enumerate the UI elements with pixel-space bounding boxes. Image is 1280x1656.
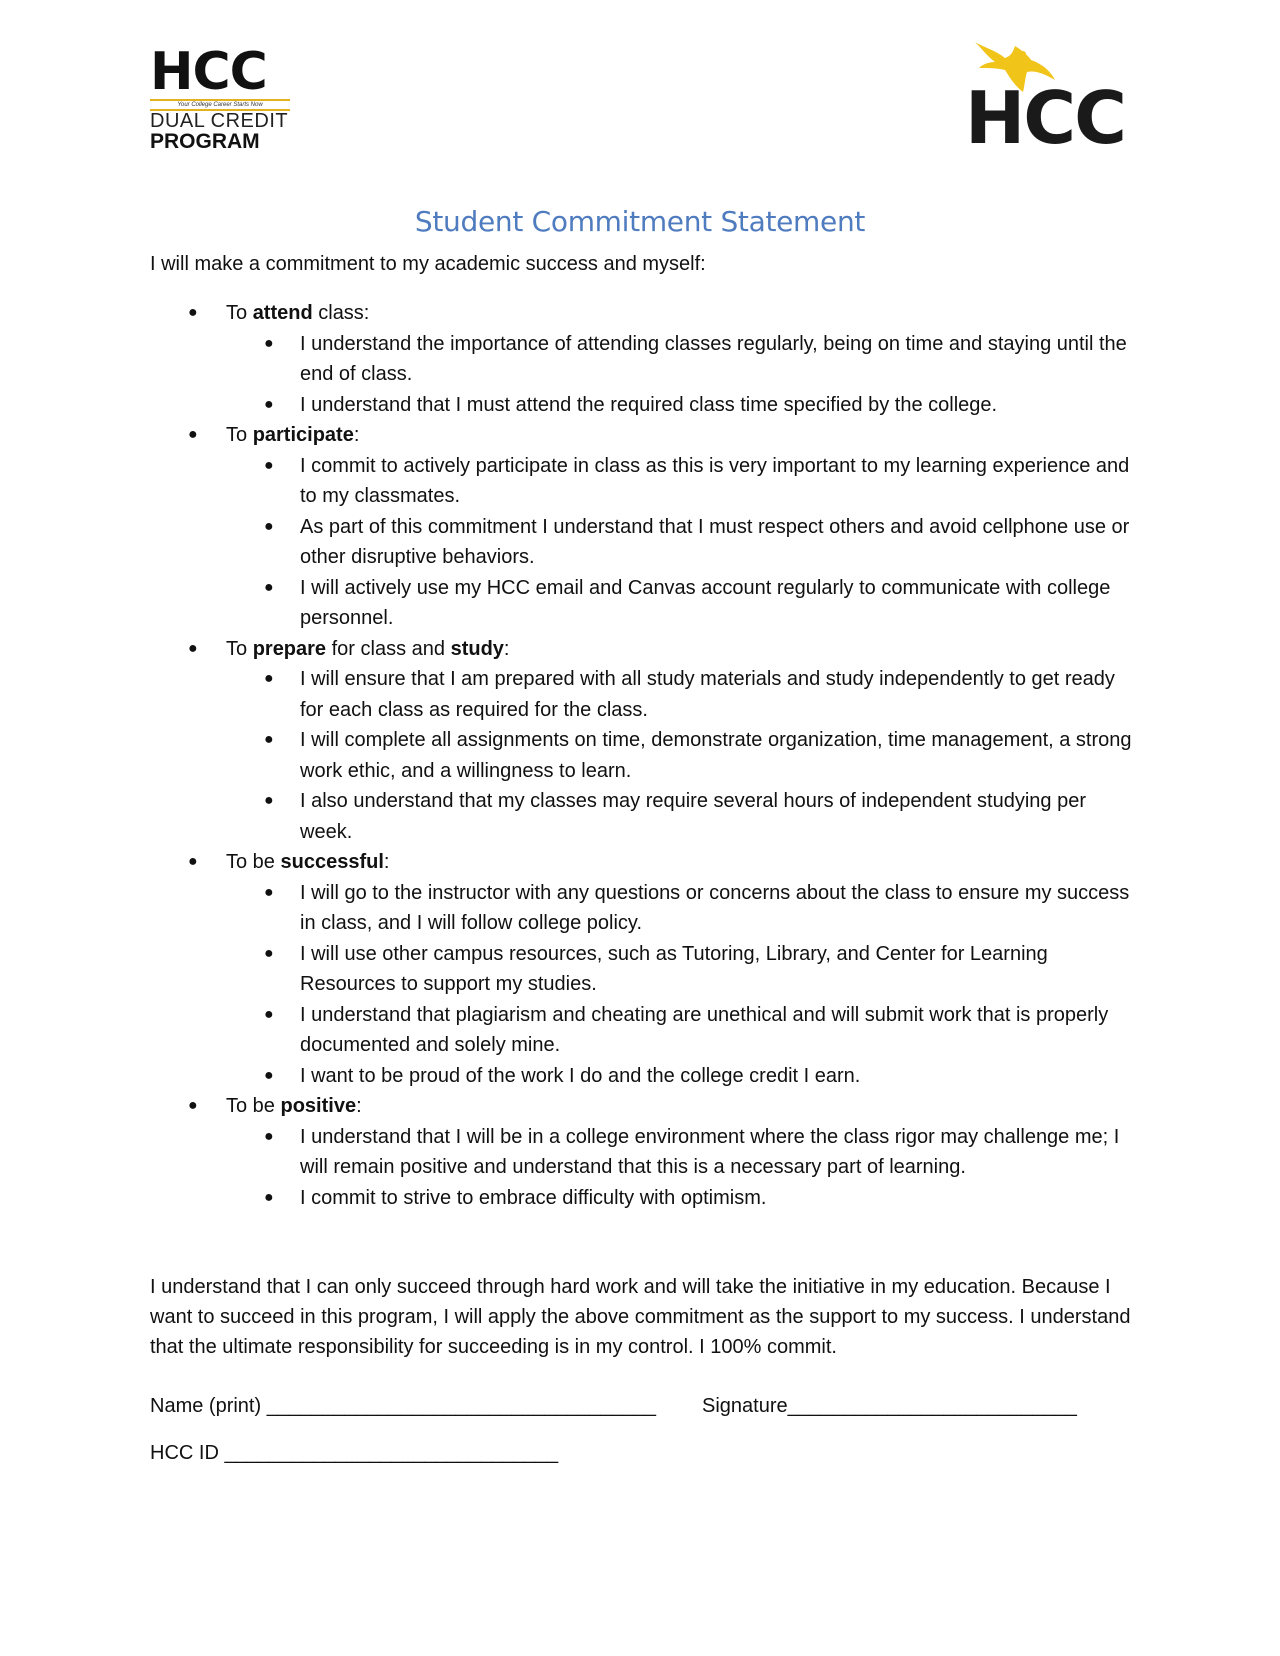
list-item bbox=[150, 329, 1140, 390]
dual-credit-logo bbox=[150, 42, 300, 153]
list-item bbox=[150, 451, 1140, 512]
section-heading-bold2: study bbox=[450, 637, 504, 660]
list-item bbox=[150, 573, 1140, 634]
bullet-icon: ● bbox=[264, 883, 274, 901]
list-item-text: I will go to the instructor with any questions or concerns about the class to ensure my success in class, and I will follow college policy. bbox=[300, 881, 1130, 934]
section-heading-bold: successful bbox=[280, 851, 384, 873]
page-title: Student Commitment Statement bbox=[414, 205, 866, 238]
section-attend bbox=[150, 298, 1140, 329]
list-item bbox=[150, 786, 1140, 847]
list-item bbox=[150, 939, 1140, 1000]
list-item-text: I commit to actively participate in class as this is very important to my learning experience and to my classmates. bbox=[300, 454, 1130, 507]
name-print-field[interactable]: Name (print) ___________________________________ bbox=[150, 1395, 656, 1417]
bullet-icon: ● bbox=[264, 944, 274, 962]
bullet-icon: ● bbox=[188, 1097, 198, 1114]
bullet-icon: ● bbox=[188, 853, 198, 870]
bullet-icon: ● bbox=[188, 639, 198, 657]
section-heading-post: : bbox=[353, 424, 360, 446]
list-item bbox=[150, 1183, 1140, 1214]
bullet-icon: ● bbox=[264, 1005, 274, 1023]
bullet-icon: ● bbox=[188, 304, 198, 321]
section-positive bbox=[150, 1091, 1140, 1122]
list-item-text: I also understand that my classes may require several hours of independent studying per week. bbox=[300, 790, 1086, 843]
list-item bbox=[150, 1061, 1140, 1092]
list-item-text: I will ensure that I am prepared with all study materials and study independently to get ready for each class as required for the class. bbox=[300, 668, 1115, 721]
section-heading-pre: To bbox=[226, 424, 253, 446]
list-item bbox=[150, 1000, 1140, 1061]
bullet-icon: ● bbox=[264, 1188, 274, 1206]
hcc-id-field[interactable]: HCC ID ______________________________ bbox=[150, 1442, 559, 1464]
intro-text: I will make a commitment to my academic success and myself: bbox=[150, 253, 706, 275]
bullet-icon: ● bbox=[264, 1127, 274, 1145]
bullet-icon: ● bbox=[264, 1066, 274, 1084]
list-item-text: I understand the importance of attending classes regularly, being on time and staying until the end of class. bbox=[300, 332, 1127, 385]
signature-field[interactable]: Signature__________________________ bbox=[702, 1395, 1077, 1417]
list-item-text: As part of this commitment I understand that I must respect others and avoid cellphone use or other disruptive behaviors. bbox=[300, 515, 1130, 568]
section-heading-mid: for class and bbox=[326, 637, 451, 660]
logo-left-hcc: HCC bbox=[150, 42, 267, 102]
section-heading-bold: positive bbox=[280, 1095, 357, 1117]
list-item bbox=[150, 390, 1140, 421]
bullet-icon: ● bbox=[264, 456, 274, 474]
closing-paragraph: I understand that I can only succeed through hard work and will take the initiative in my education. Because I want to succeed in this program, I will apply the above commitment as the support to my success. I understand that the ultimate responsibility for succeeding is in my control. I 100% commit. bbox=[150, 1276, 1131, 1358]
section-heading-pre: To bbox=[226, 637, 253, 660]
bullet-icon: ● bbox=[264, 792, 274, 809]
logo-left-dual-credit: DUAL CREDIT bbox=[150, 110, 289, 132]
section-heading-post: : bbox=[383, 851, 390, 873]
section-heading-pre: To be bbox=[226, 851, 281, 873]
list-item-text: I understand that I must attend the required class time specified by the college. bbox=[300, 393, 998, 416]
list-item-text: I understand that plagiarism and cheating are unethical and will submit work that is properly documented and solely mine. bbox=[300, 1003, 1109, 1056]
section-heading-post: : bbox=[503, 637, 510, 660]
section-heading-bold: prepare bbox=[252, 637, 327, 660]
bullet-icon: ● bbox=[264, 670, 274, 687]
list-item-text: I will use other campus resources, such as Tutoring, Library, and Center for Learning Resources to support my studies. bbox=[300, 942, 1048, 995]
section-heading-pre: To be bbox=[226, 1095, 281, 1117]
bullet-icon: ● bbox=[264, 395, 274, 413]
list-item-text: I commit to strive to embrace difficulty with optimism. bbox=[300, 1186, 767, 1209]
commitment-list bbox=[150, 298, 1140, 1213]
bullet-icon: ● bbox=[264, 334, 274, 352]
list-item bbox=[150, 878, 1140, 939]
logo-right-hcc: HCC bbox=[965, 76, 1125, 160]
list-item bbox=[150, 725, 1140, 786]
bullet-icon: ● bbox=[264, 731, 274, 748]
section-heading-bold: participate bbox=[252, 424, 354, 446]
section-heading-bold: attend bbox=[252, 302, 313, 324]
section-successful bbox=[150, 847, 1140, 878]
list-item bbox=[150, 512, 1140, 573]
hcc-eagle-logo bbox=[965, 40, 1135, 160]
list-item bbox=[150, 1122, 1140, 1183]
bullet-icon: ● bbox=[264, 578, 274, 596]
list-item-text: I will actively use my HCC email and Canvas account regularly to communicate with college personnel. bbox=[300, 576, 1111, 629]
logo-left-tagline: Your College Career Starts Now bbox=[150, 99, 290, 111]
logo-left-program: PROGRAM bbox=[150, 130, 260, 153]
section-heading-post: : bbox=[356, 1095, 362, 1117]
section-heading-pre: To bbox=[226, 302, 253, 324]
bullet-icon: ● bbox=[264, 517, 274, 535]
section-heading-post: class: bbox=[312, 302, 370, 324]
list-item-text: I will complete all assignments on time, demonstrate organization, time management, a strong work ethic, and a willingness to learn. bbox=[300, 729, 1132, 782]
list-item-text: I want to be proud of the work I do and the college credit I earn. bbox=[300, 1064, 861, 1087]
section-participate bbox=[150, 420, 1140, 451]
list-item bbox=[150, 664, 1140, 725]
section-prepare bbox=[150, 634, 1140, 665]
bullet-icon: ● bbox=[188, 426, 198, 443]
list-item-text: I understand that I will be in a college environment where the class rigor may challenge me; I will remain positive and understand that this is a necessary part of learning. bbox=[300, 1125, 1120, 1178]
